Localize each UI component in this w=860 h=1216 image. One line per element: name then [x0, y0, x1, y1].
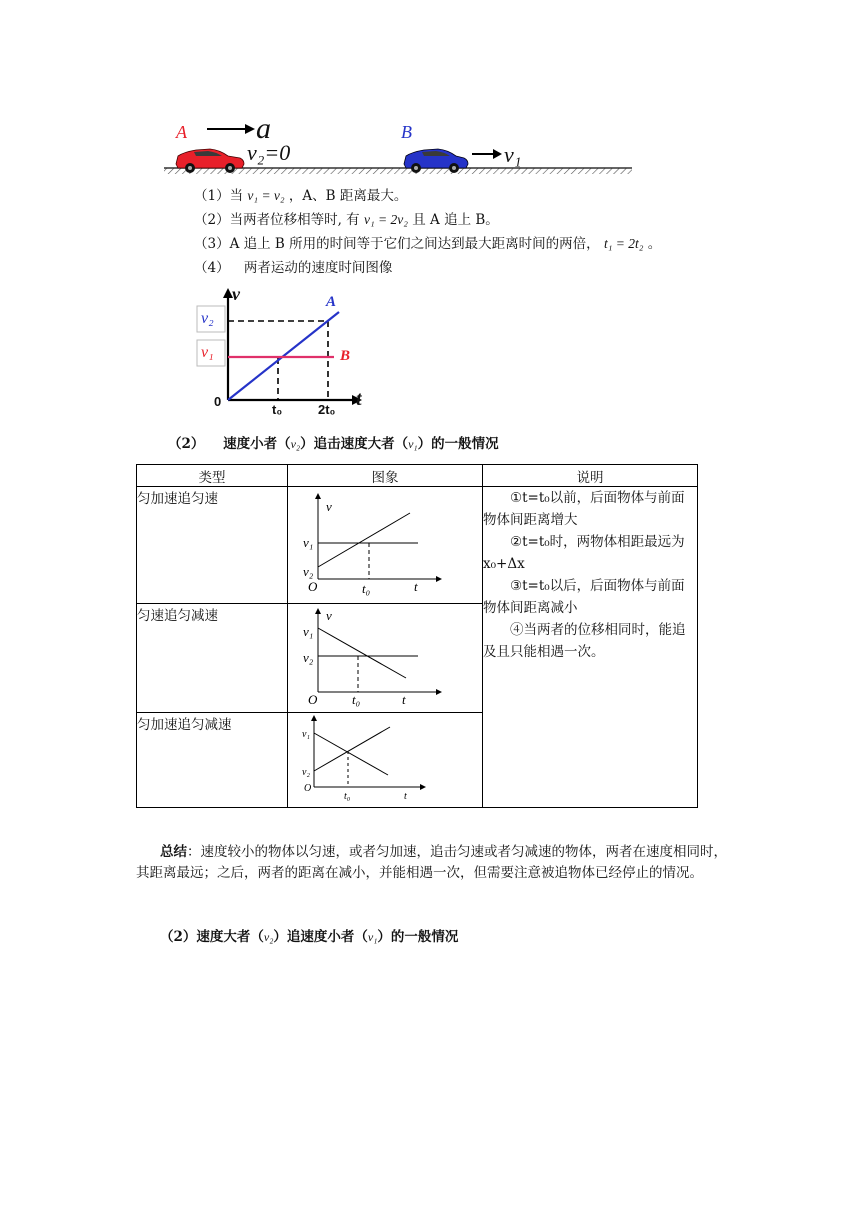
note-1: ①t=t₀以前，后面物体与前面物体间距离增大	[483, 490, 685, 528]
table-row	[137, 487, 698, 604]
svg-text:v₁: v₁	[303, 624, 314, 639]
graph-accel-vs-decel	[288, 713, 482, 803]
svg-text:v₂: v₂	[303, 564, 314, 579]
note-3: ③t=t₀以后，后面物体与前面物体间距离减小	[483, 578, 685, 616]
svg-text:v₂: v₂	[302, 767, 310, 778]
motion-scene-figure	[160, 118, 635, 180]
row1-type: 匀加速追匀速	[137, 487, 288, 604]
vt-line-a-label: A	[326, 294, 337, 310]
item-3: （3）A 追上 B 所用的时间等于它们之间达到最大距离时间的两倍， t₁ = 2t₂ 。	[194, 236, 662, 252]
svg-text:v₁: v₁	[302, 729, 310, 740]
vt-graph	[194, 284, 370, 420]
svg-text:O: O	[308, 579, 318, 594]
svg-text:v₂: v₂	[303, 650, 314, 665]
header-note: 说明	[483, 465, 698, 487]
row2-graph	[288, 604, 483, 713]
summary-text: ：速度较小的物体以匀速，或者匀加速，追击匀速或者匀减速的物体，两者在速度相同时，其距离最远；之后，两者的距离在减小，并能相遇一次，但需要注意被追物体已经停止的情况。	[136, 844, 727, 881]
row2-type: 匀速追匀减速	[137, 604, 288, 713]
note-cell	[483, 487, 698, 808]
row3-type: 匀加速追匀减速	[137, 713, 288, 808]
comparison-table	[136, 464, 698, 808]
vt-ylabel: v	[232, 284, 240, 304]
section-heading-1: （2） 速度小者（v₂）追击速度大者（v₁）的一般情况	[168, 436, 499, 452]
vt-2t0-label: 2t₀	[318, 402, 336, 417]
svg-text:t: t	[402, 692, 406, 707]
svg-text:t₀: t₀	[344, 791, 351, 802]
svg-text:v: v	[326, 608, 332, 623]
item-4: （4） 两者运动的速度时间图像	[194, 260, 393, 276]
summary-paragraph	[136, 842, 736, 884]
note-2: ②t=t₀时，两物体相距最远为 x₀+Δx	[483, 534, 685, 572]
row3-graph	[288, 713, 483, 808]
svg-text:O: O	[304, 783, 312, 794]
header-graph: 图象	[288, 465, 483, 487]
graph-accel-vs-uniform	[288, 487, 482, 599]
header-type: 类型	[137, 465, 288, 487]
label-v1: v₁	[504, 142, 522, 167]
label-car-a: A	[176, 122, 187, 142]
label-car-b: B	[401, 122, 412, 142]
motion-scene	[160, 112, 635, 180]
svg-text:v: v	[326, 499, 332, 514]
section-heading-2: （2）速度大者（v₂）追速度小者（v₁）的一般情况	[160, 929, 459, 945]
svg-text:O: O	[308, 692, 318, 707]
item-1: （1）当 v₁ = v₂ ，A、B 距离最大。	[194, 188, 408, 204]
svg-text:t₀: t₀	[352, 692, 361, 707]
vt-v2-label: v₂	[201, 310, 214, 327]
label-v2-zero: v₂=0	[247, 140, 291, 165]
item-2: （2）当两者位移相等时, 有 v₁ = 2v₂ 且 A 追上 B。	[194, 212, 499, 228]
svg-text:t: t	[414, 579, 418, 594]
accel-arrowhead	[245, 124, 255, 134]
vt-t0-label: t₀	[272, 402, 283, 417]
row1-graph	[288, 487, 483, 604]
v1-arrowhead	[493, 149, 502, 159]
note-4: ④当两者的位移相同时，能追及且只能相遇一次。	[483, 622, 686, 660]
svg-text:v₁: v₁	[303, 535, 314, 550]
graph-uniform-vs-decel	[288, 604, 482, 708]
svg-text:t: t	[404, 791, 407, 802]
summary-label: 总结	[160, 844, 187, 860]
label-accel: a	[256, 112, 271, 145]
vt-origin: 0	[214, 394, 222, 409]
vt-v1-label: v₁	[201, 344, 214, 361]
table-header-row	[137, 465, 698, 487]
vt-xlabel: t	[356, 388, 362, 410]
svg-text:t₀: t₀	[362, 581, 371, 596]
vt-line-b-label: B	[340, 348, 351, 364]
